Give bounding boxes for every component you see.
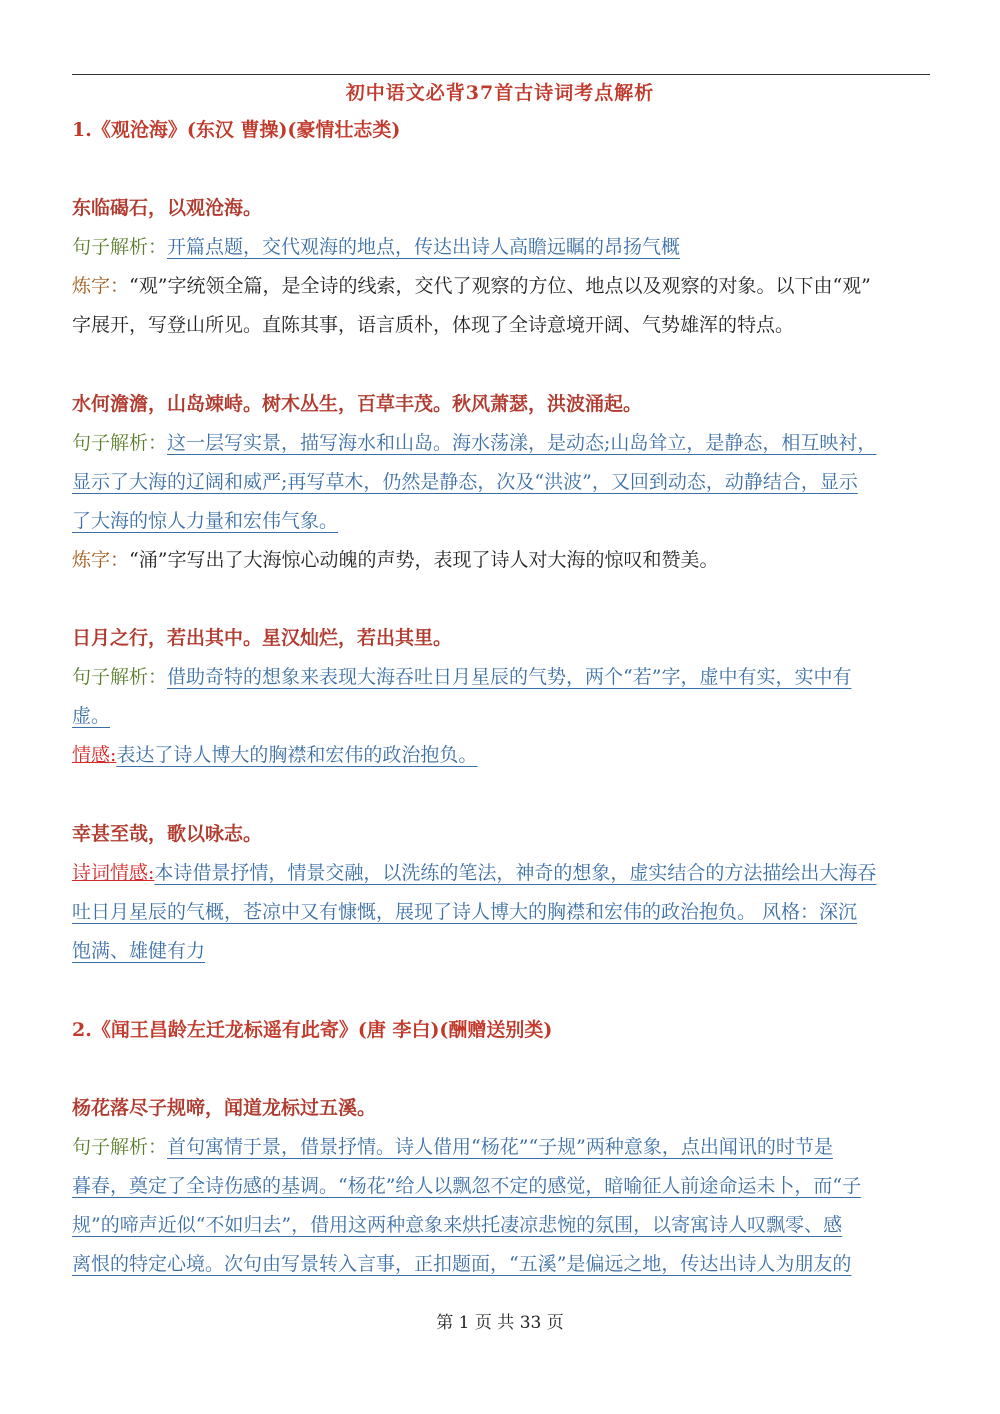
- wordchoice-text: “观”字统领全篇，是全诗的线索，交代了观察的方位、地点以及观察的对象。以下由“观”: [129, 275, 871, 297]
- poem1-emotion-line3: 饱满、雄健有力: [72, 940, 206, 962]
- poem1-verse-3: 日月之行，若出其中。星汉灿烂，若出其里。: [72, 627, 453, 649]
- poem1-verse-4: 幸甚至哉，歌以咏志。: [72, 823, 263, 845]
- analysis-text: 开篇点题，交代观海的地点，传达出诗人高瞻远瞩的昂扬气概: [167, 236, 681, 258]
- emotion-label: 情感:: [72, 744, 117, 766]
- poem1-emotion-line2: 吐日月星辰的气概，苍凉中又有慷慨，展现了诗人博大的胸襟和宏伟的政治抱负。 风格：深沉: [72, 901, 858, 923]
- poem2-verse-1-analysis-line4: 离恨的特定心境。次句由写景转入言事，正扣题面，“五溪”是偏远之地，传达出诗人为朋友的: [72, 1253, 852, 1275]
- analysis-label: 句子解析：: [72, 1136, 168, 1158]
- top-rule: [72, 74, 930, 75]
- poem1-verse-2-analysis: [72, 424, 942, 462]
- wordchoice-label: 炼字：: [72, 549, 130, 571]
- poem1-emotion: [72, 854, 942, 892]
- poem1-verse-1-wordchoice: [72, 267, 942, 305]
- analysis-text: 借助奇特的想象来表现大海吞吐日月星辰的气势，两个“若”字，虚中有实，实中有: [167, 666, 852, 688]
- poem1-verse-1-wordchoice-cont: 字展开，写登山所见。直陈其事，语言质朴，体现了全诗意境开阔、气势雄浑的特点。: [72, 314, 795, 336]
- poem2-heading: 2.《闻王昌龄左迁龙标遥有此寄》(唐 李白)(酬赠送别类): [72, 1019, 553, 1041]
- wordchoice-label: 炼字：: [72, 275, 130, 297]
- analysis-label: 句子解析：: [72, 236, 168, 258]
- poem1-heading: 1.《观沧海》(东汉 曹操)(豪情壮志类): [72, 119, 401, 141]
- poem-emotion-label: 诗词情感:: [72, 862, 155, 884]
- poem1-verse-2: 水何澹澹，山岛竦峙。树木丛生，百草丰茂。秋风萧瑟，洪波涌起。: [72, 393, 643, 415]
- poem2-verse-1: 杨花落尽子规啼，闻道龙标过五溪。: [72, 1097, 377, 1119]
- emotion-text: 表达了诗人博大的胸襟和宏伟的政治抱负。: [116, 744, 478, 766]
- poem-emotion-text: 本诗借景抒情，情景交融，以洗练的笔法，神奇的想象，虚实结合的方法描绘出大海吞: [154, 862, 877, 884]
- analysis-label: 句子解析：: [72, 432, 168, 454]
- poem1-verse-3-analysis: [72, 658, 942, 696]
- poem1-verse-2-wordchoice: [72, 541, 942, 579]
- poem1-verse-2-analysis-line3: 了大海的惊人力量和宏伟气象。: [72, 510, 339, 532]
- poem1-verse-1-analysis: [72, 228, 942, 266]
- poem1-verse-3-emotion: [72, 736, 942, 774]
- poem2-verse-1-analysis-line2: 暮春，奠定了全诗伤感的基调。“杨花”给人以飘忽不定的感觉，暗喻征人前途命运未卜，而“子: [72, 1175, 862, 1197]
- poem1-verse-3-analysis-line2: 虚。: [72, 705, 111, 727]
- analysis-text: 首句寓情于景，借景抒情。诗人借用“杨花”“子规”两种意象，点出闻讯的时节是: [167, 1136, 833, 1158]
- poem1-verse-2-analysis-line2: 显示了大海的辽阔和威严;再写草木，仍然是静态，次及“洪波”，又回到动态，动静结合，显示: [72, 471, 858, 493]
- analysis-text: 这一层写实景，描写海水和山岛。海水荡漾，是动态;山岛耸立，是静态，相互映衬，: [167, 432, 877, 454]
- document-title: 初中语文必背37首古诗词考点解析: [345, 82, 655, 104]
- poem2-verse-1-analysis: [72, 1128, 942, 1166]
- poem2-verse-1-analysis-line3: 规”的啼声近似“不如归去”，借用这两种意象来烘托凄凉悲惋的氛围，以寄寓诗人叹飘零、感: [72, 1214, 843, 1236]
- page-footer: 第 1 页 共 33 页: [436, 1313, 564, 1333]
- wordchoice-text: “涌”字写出了大海惊心动魄的声势，表现了诗人对大海的惊叹和赞美。: [129, 549, 719, 571]
- poem1-verse-1: 东临碣石，以观沧海。: [72, 197, 263, 219]
- analysis-label: 句子解析：: [72, 666, 168, 688]
